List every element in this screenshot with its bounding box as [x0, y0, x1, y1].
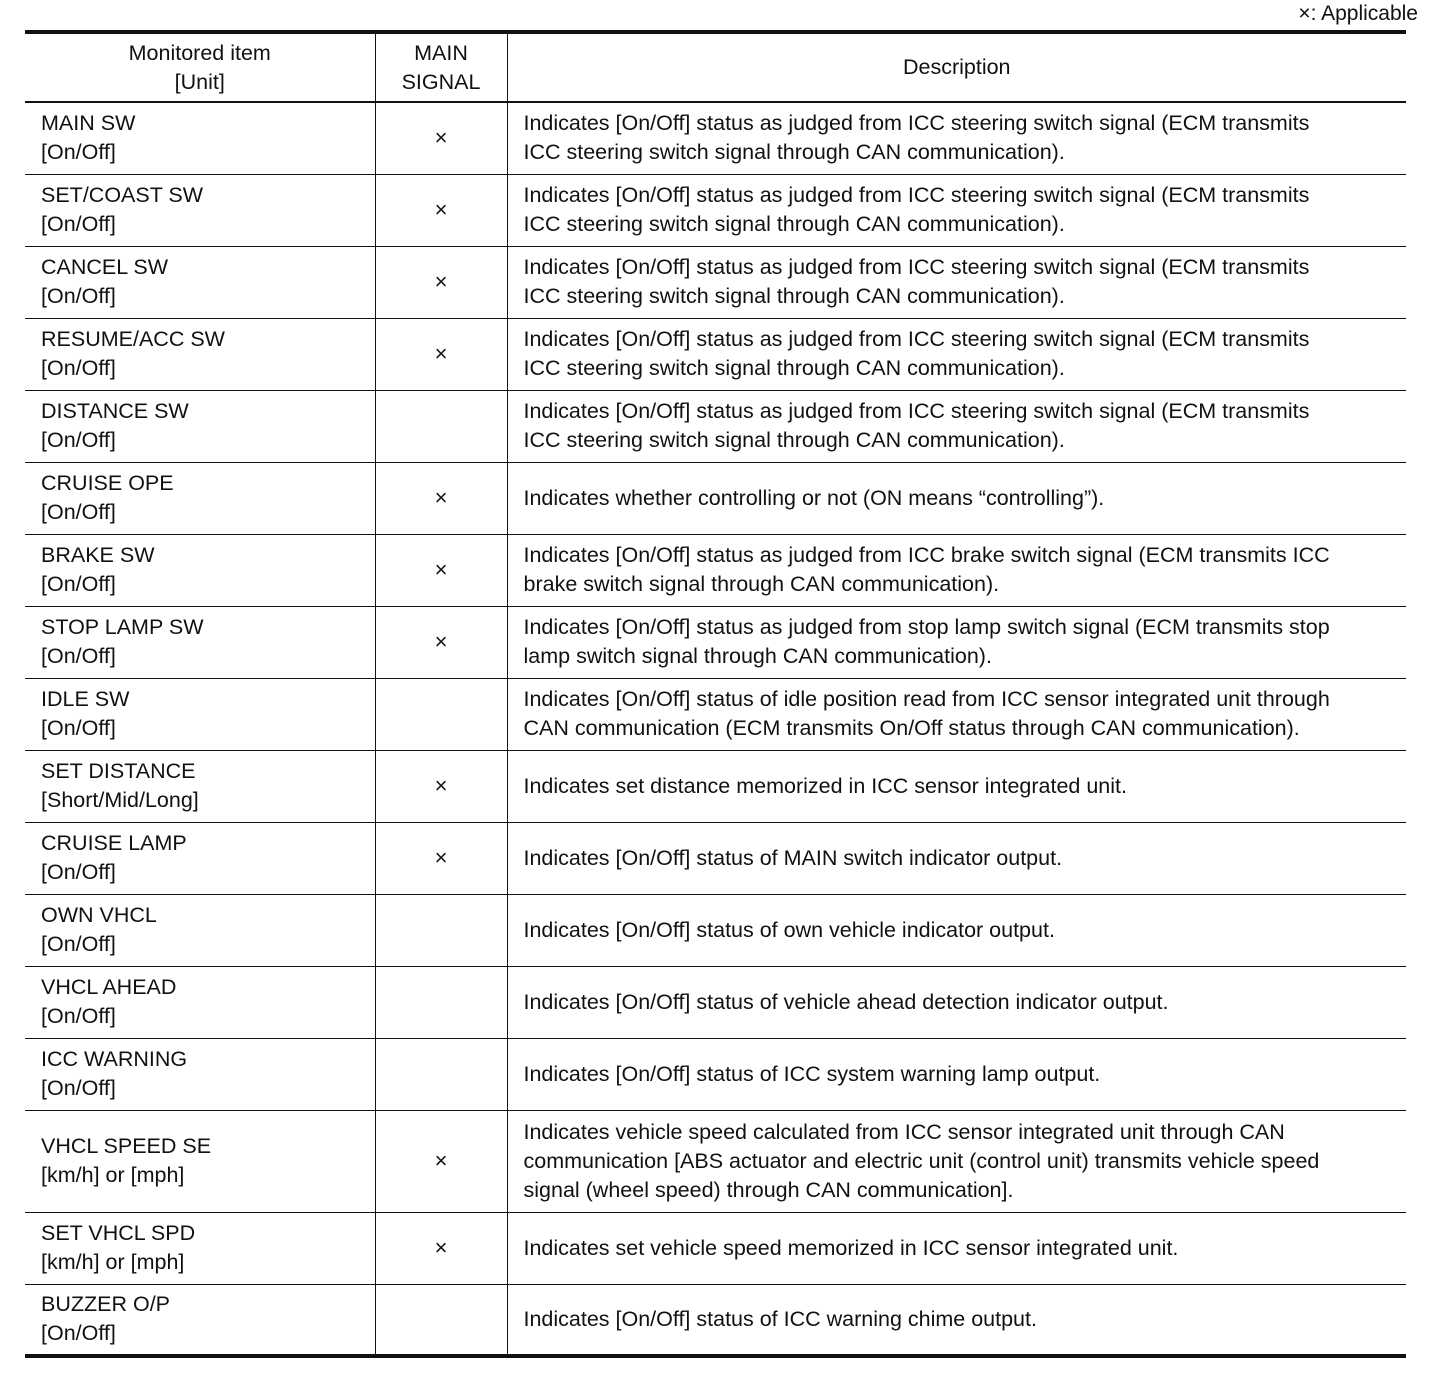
header-item-line1: Monitored item: [128, 40, 271, 65]
main-signal-cell: [375, 750, 507, 822]
monitored-item-cell: [25, 894, 375, 966]
description-cell: [507, 1284, 1406, 1356]
item-name: CRUISE LAMP: [41, 831, 187, 855]
description-cell: [507, 1038, 1406, 1110]
monitored-item-cell: [25, 1212, 375, 1284]
item-name: BUZZER O/P: [41, 1292, 171, 1317]
table-row: [25, 246, 1406, 318]
item-unit: [On/Off]: [41, 140, 116, 165]
description-line: Indicates [On/Off] status as judged from ICC steering switch signal (ECM transmits: [523, 399, 1310, 423]
item-unit: [On/Off]: [41, 356, 116, 380]
monitored-item-cell: [25, 1038, 375, 1110]
monitored-item-cell: [25, 534, 375, 606]
description-cell: [507, 462, 1406, 534]
item-name: SET VHCL SPD: [41, 1221, 196, 1245]
item-unit: [On/Off]: [41, 428, 116, 452]
main-signal-cell: [375, 1038, 507, 1110]
header-signal-line1: MAIN: [414, 40, 468, 65]
table-row: [25, 1284, 1406, 1356]
description-cell: [507, 534, 1406, 606]
description-line: CAN communication (ECM transmits On/Off status through CAN communication).: [523, 716, 1300, 740]
item-unit: [On/Off]: [41, 284, 116, 308]
description-line: ICC steering switch signal through CAN communication).: [523, 212, 1065, 236]
table-header-row: [25, 32, 1406, 102]
description-line: communication [ABS actuator and electric unit (control unit) transmits vehicle speed: [523, 1148, 1320, 1173]
monitored-item-cell: [25, 822, 375, 894]
item-unit: [On/Off]: [41, 860, 116, 884]
applicable-mark: ×: [434, 557, 448, 582]
applicable-mark: ×: [434, 1235, 448, 1260]
monitored-item-cell: [25, 318, 375, 390]
main-signal-cell: [375, 1212, 507, 1284]
main-signal-cell: [375, 894, 507, 966]
table-row: [25, 1212, 1406, 1284]
main-signal-cell: [375, 246, 507, 318]
description-line: Indicates [On/Off] status of MAIN switch indicator output.: [523, 845, 1063, 870]
monitored-item-cell: [25, 1284, 375, 1356]
description-cell: [507, 318, 1406, 390]
applicable-mark: ×: [434, 269, 448, 294]
main-signal-cell: [375, 606, 507, 678]
item-name: RESUME/ACC SW: [41, 327, 225, 351]
item-unit: [km/h] or [mph]: [41, 1250, 185, 1274]
table-row: [25, 750, 1406, 822]
description-line: Indicates [On/Off] status as judged from ICC steering switch signal (ECM transmits: [523, 255, 1310, 279]
description-line: Indicates [On/Off] status as judged from ICC steering switch signal (ECM transmits: [523, 183, 1310, 207]
table-row: [25, 534, 1406, 606]
table-row: [25, 822, 1406, 894]
main-signal-cell: [375, 678, 507, 750]
applicable-mark: ×: [434, 629, 448, 654]
description-cell: [507, 894, 1406, 966]
description-line: ICC steering switch signal through CAN communication).: [523, 428, 1065, 452]
item-unit: [On/Off]: [41, 572, 116, 596]
item-name: CANCEL SW: [41, 255, 169, 279]
header-main-signal: [375, 32, 507, 102]
header-signal-line2: SIGNAL: [401, 69, 481, 94]
description-line: Indicates [On/Off] status as judged from ICC steering switch signal (ECM transmits: [523, 111, 1310, 136]
applicable-mark: ×: [434, 845, 448, 870]
item-name: IDLE SW: [41, 687, 130, 711]
description-cell: [507, 102, 1406, 174]
table-row: [25, 102, 1406, 174]
description-line: Indicates [On/Off] status as judged from ICC brake switch signal (ECM transmits ICC: [523, 543, 1330, 567]
main-signal-cell: [375, 1110, 507, 1212]
description-line: Indicates whether controlling or not (ON means “controlling”).: [523, 485, 1105, 510]
table-row: [25, 678, 1406, 750]
description-line: ICC steering switch signal through CAN communication).: [523, 140, 1065, 165]
table-row: [25, 1110, 1406, 1212]
table-row: [25, 966, 1406, 1038]
description-cell: [507, 174, 1406, 246]
item-unit: [On/Off]: [41, 932, 116, 956]
item-name: STOP LAMP SW: [41, 615, 204, 639]
item-name: VHCL AHEAD: [41, 975, 177, 999]
monitored-item-cell: [25, 102, 375, 174]
description-cell: [507, 822, 1406, 894]
monitored-item-cell: [25, 750, 375, 822]
main-signal-cell: [375, 102, 507, 174]
main-signal-cell: [375, 534, 507, 606]
description-line: Indicates [On/Off] status of vehicle ahead detection indicator output.: [523, 989, 1169, 1014]
description-cell: [507, 1212, 1406, 1284]
main-signal-cell: [375, 462, 507, 534]
description-line: lamp switch signal through CAN communication).: [523, 644, 992, 668]
description-line: brake switch signal through CAN communication).: [523, 572, 1000, 596]
description-line: Indicates [On/Off] status as judged from stop lamp switch signal (ECM transmits stop: [523, 615, 1330, 639]
applicable-mark: ×: [434, 197, 448, 222]
monitor-items-table: [25, 30, 1406, 1358]
applicable-mark: ×: [434, 1148, 448, 1173]
description-line: signal (wheel speed) through CAN communication].: [523, 1177, 1014, 1202]
item-unit: [On/Off]: [41, 1321, 116, 1346]
applicable-mark: ×: [434, 485, 448, 510]
main-signal-cell: [375, 390, 507, 462]
monitored-item-cell: [25, 606, 375, 678]
header-monitored-item: [25, 32, 375, 102]
monitored-item-cell: [25, 678, 375, 750]
description-line: Indicates [On/Off] status of ICC warning chime output.: [523, 1306, 1037, 1331]
item-unit: [On/Off]: [41, 716, 116, 740]
main-signal-cell: [375, 1284, 507, 1356]
monitored-item-cell: [25, 390, 375, 462]
item-unit: [Short/Mid/Long]: [41, 788, 199, 812]
item-unit: [On/Off]: [41, 500, 116, 524]
item-unit: [km/h] or [mph]: [41, 1163, 185, 1187]
item-name: SET DISTANCE: [41, 759, 196, 783]
main-signal-cell: [375, 822, 507, 894]
item-name: OWN VHCL: [41, 903, 157, 927]
description-cell: [507, 750, 1406, 822]
item-name: MAIN SW: [41, 111, 136, 136]
main-signal-cell: [375, 966, 507, 1038]
item-unit: [On/Off]: [41, 1004, 116, 1028]
description-line: ICC steering switch signal through CAN communication).: [523, 356, 1065, 380]
table-row: [25, 390, 1406, 462]
description-cell: [507, 966, 1406, 1038]
header-description: Description: [507, 32, 1406, 102]
table-row: [25, 462, 1406, 534]
description-line: Indicates [On/Off] status of own vehicle indicator output.: [523, 917, 1055, 942]
table-row: [25, 318, 1406, 390]
item-name: VHCL SPEED SE: [41, 1134, 212, 1158]
item-name: CRUISE OPE: [41, 471, 174, 495]
item-unit: [On/Off]: [41, 212, 116, 236]
header-item-line2: [Unit]: [174, 69, 225, 94]
description-cell: [507, 1110, 1406, 1212]
monitored-item-cell: [25, 246, 375, 318]
applicable-mark: ×: [434, 341, 448, 366]
monitored-item-cell: [25, 966, 375, 1038]
table-body: [25, 102, 1406, 1356]
main-signal-cell: [375, 318, 507, 390]
applicable-mark: ×: [434, 773, 448, 798]
table-row: [25, 1038, 1406, 1110]
item-name: DISTANCE SW: [41, 399, 189, 423]
item-unit: [On/Off]: [41, 644, 116, 668]
description-line: Indicates [On/Off] status of idle position read from ICC sensor integrated unit through: [523, 687, 1330, 711]
item-name: SET/COAST SW: [41, 183, 204, 207]
description-line: Indicates [On/Off] status as judged from ICC steering switch signal (ECM transmits: [523, 327, 1310, 351]
description-line: Indicates set distance memorized in ICC sensor integrated unit.: [523, 773, 1127, 798]
description-cell: [507, 390, 1406, 462]
description-cell: [507, 606, 1406, 678]
table-row: [25, 174, 1406, 246]
item-name: BRAKE SW: [41, 543, 155, 567]
description-line: Indicates [On/Off] status of ICC system warning lamp output.: [523, 1061, 1101, 1086]
monitored-item-cell: [25, 462, 375, 534]
item-name: ICC WARNING: [41, 1047, 188, 1071]
description-line: ICC steering switch signal through CAN communication).: [523, 284, 1065, 308]
description-cell: [507, 246, 1406, 318]
applicable-mark: ×: [434, 125, 448, 151]
description-line: Indicates vehicle speed calculated from ICC sensor integrated unit through CAN: [523, 1119, 1285, 1144]
item-unit: [On/Off]: [41, 1076, 116, 1100]
monitored-item-cell: [25, 1110, 375, 1212]
monitored-item-cell: [25, 174, 375, 246]
applicable-legend: ×: Applicable: [1298, 2, 1418, 25]
table-row: [25, 894, 1406, 966]
description-line: Indicates set vehicle speed memorized in ICC sensor integrated unit.: [523, 1235, 1179, 1260]
table-row: [25, 606, 1406, 678]
main-signal-cell: [375, 174, 507, 246]
description-cell: [507, 678, 1406, 750]
